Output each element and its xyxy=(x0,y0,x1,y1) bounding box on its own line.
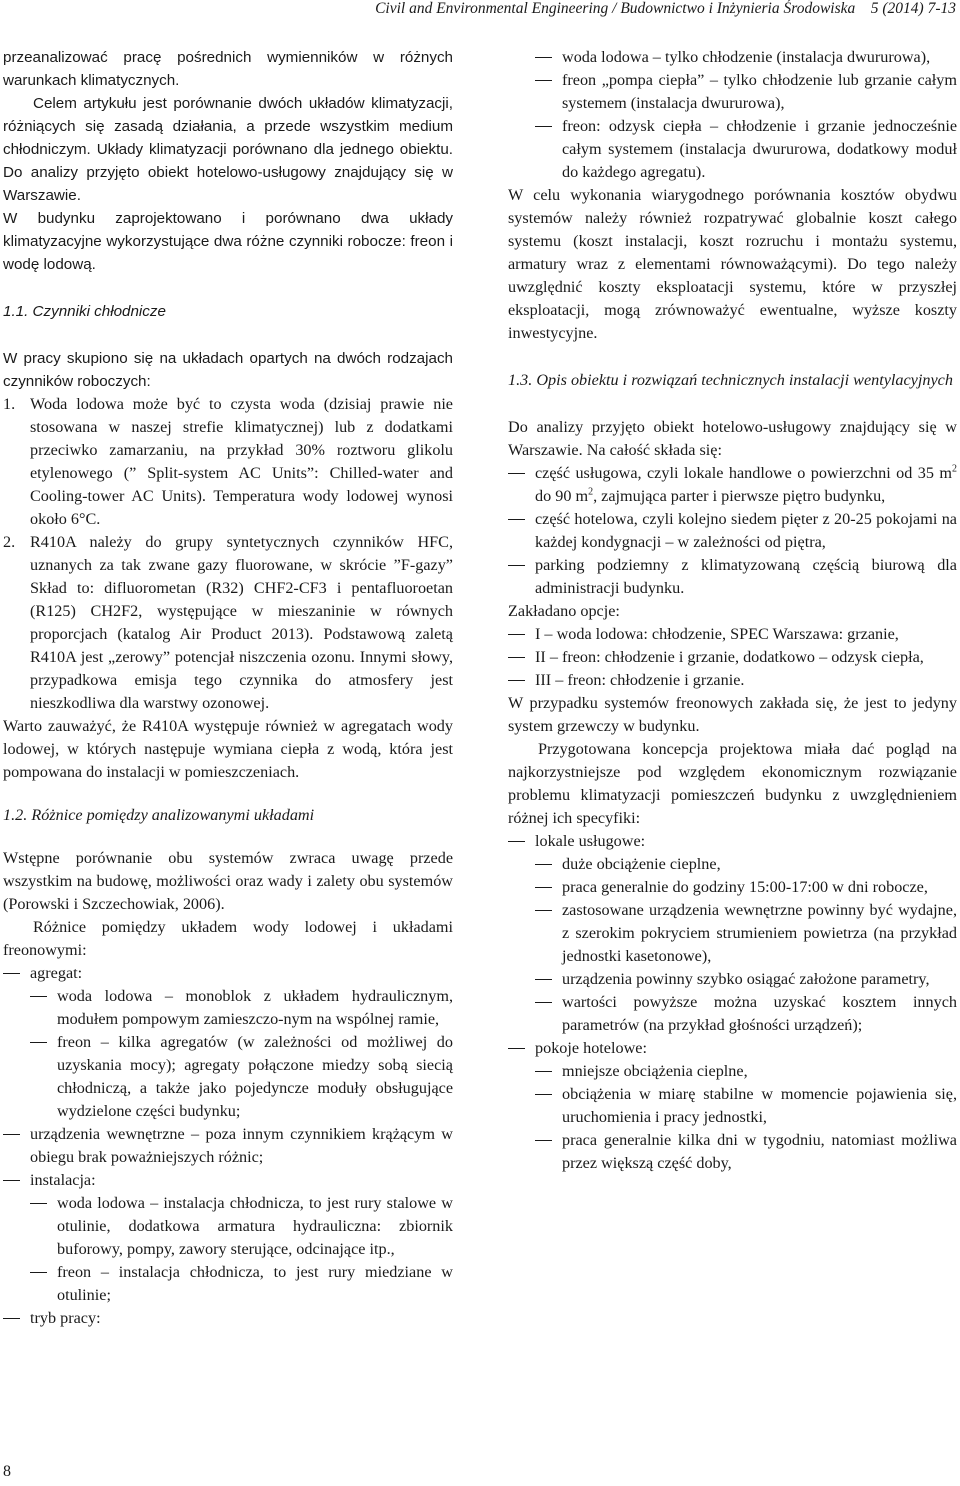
building-parts-list xyxy=(508,462,957,600)
section-heading-1-2: 1.2. Różnice pomiędzy analizowanymi układami xyxy=(3,806,315,824)
list-item: woda lodowa – tylko chłodzenie (instalacja dwururowa), xyxy=(535,46,957,69)
sub-list xyxy=(535,1060,957,1175)
list-item: duże obciążenie cieplne, xyxy=(535,853,957,876)
list-item: tryb pracy: xyxy=(3,1307,453,1330)
list-text: część usługowa, czyli lokale handlowe o powierzchni od 35 m xyxy=(535,464,952,482)
issue-info: 5 (2014) 7-13 xyxy=(870,0,956,17)
freon-paragraph: W przypadku systemów freonowych zakłada się, że jest to jedyny system grzewczy w budynku. xyxy=(508,694,957,735)
item-number: 2. xyxy=(3,533,16,551)
list-item: I – woda lodowa: chłodzenie, SPEC Warszawa: grzanie, xyxy=(508,623,957,646)
left-column xyxy=(3,46,453,1330)
list-item-label: instalacja: xyxy=(30,1171,96,1189)
superscript: 2 xyxy=(952,463,957,475)
note-paragraph: Warto zauważyć, że R410A występuje również w agregatach wody lodowej, w których następuje wymiana ciepła z wodą, która jest pompowana do instalacji w pomieszczeniach. xyxy=(3,717,453,781)
section-heading-1-3 xyxy=(508,369,957,392)
list-item-label: pokoje hotelowe: xyxy=(535,1039,647,1057)
list-item: praca generalnie do godziny 15:00-17:00 w dni robocze, xyxy=(535,876,957,899)
list-item xyxy=(508,462,957,508)
list-item xyxy=(3,962,453,1123)
list-item xyxy=(508,1037,957,1175)
differences-list xyxy=(3,962,453,1330)
item-number: 1. xyxy=(3,395,16,413)
intro-paragraph-2: Celem artykułu jest porównanie dwóch układów klimatyzacji, różniących się zasadą działania, a przede wszystkim medium chłodniczym. Układy klimatyzacji porównano dla jednego obiektu. Do analizy przyjęto obiekt hotelowo-usługowy znajdujący się w Warszawie. xyxy=(3,95,453,204)
sub-list xyxy=(30,985,453,1123)
list-item: III – freon: chłodzenie i grzanie. xyxy=(508,669,957,692)
refrigerant-item-2 xyxy=(3,531,453,715)
refrigerant-item-1 xyxy=(3,393,453,531)
sub-list xyxy=(535,853,957,1037)
list-item: obciążenia w miarę stabilne w momencie pojawienia się, uruchomienia i pracy jednostki, xyxy=(535,1083,957,1129)
list-item: urządzenia powinny szybko osiągać założone parametry, xyxy=(535,968,957,991)
options-list xyxy=(508,623,957,692)
intro-paragraph-3: W budynku zaprojektowano i porównano dwa układy klimatyzacyjne wykorzystujące dwa różne czynniki robocze: freon i wodę lodową. xyxy=(3,210,453,273)
right-column xyxy=(508,46,957,1175)
sub-list xyxy=(30,1192,453,1307)
section-1-2-paragraph-1: Wstępne porównanie obu systemów zwraca uwagę przede wszystkim na budowę, możliwości oraz wady i zalety obu systemów (Porowski i Szczechowiak, 2006). xyxy=(3,849,453,913)
operating-mode-list xyxy=(535,46,957,184)
list-item: woda lodowa – monoblok z układem hydraulicznym, modułem pompowym zamieszczo-nym na wspólnej ramie, xyxy=(30,985,453,1031)
section-1-1-intro: W pracy skupiono się na układach opartych na dwóch rodzajach czynników roboczych: xyxy=(3,350,453,390)
journal-name: Civil and Environmental Engineering / Budownictwo i Inżynieria Środowiska xyxy=(375,0,856,17)
list-item: freon: odzysk ciepła – chłodzenie i grzanie jednocześnie całym systemem (instalacja dwururowa, dodatkowy moduł do każdego agregatu). xyxy=(535,115,957,184)
list-text: do 90 m xyxy=(535,487,589,505)
section-1-2-paragraph-2: Różnice pomiędzy układem wody lodowej i układami freonowymi: xyxy=(3,918,453,959)
list-text: , zajmująca parter i pierwsze piętro budynku, xyxy=(593,487,886,505)
list-item: freon „pompa ciepła” – tylko chłodzenie lub grzanie całym systemem (instalacja dwururowa), xyxy=(535,69,957,115)
list-item: wartości powyższe można uzyskać kosztem innych parametrów (na przykład głośności urządzeń); xyxy=(535,991,957,1037)
list-item: woda lodowa – instalacja chłodnicza, to jest rury stalowe w otulinie, dodatkowa armatura hydrauliczna: zbiornik buforowy, pompy, zawory sterujące, odcinające itp., xyxy=(30,1192,453,1261)
list-item xyxy=(3,1169,453,1307)
options-label: Zakładano opcje: xyxy=(508,602,620,620)
list-item: freon – kilka agregatów (w zależności od możliwej do uzyskania mocy); agregaty połączone miedzy sobą siecią chłodniczą, a także jako pojedyncze moduły obsługujące wydzielone części budynku; xyxy=(30,1031,453,1123)
concept-paragraph: Przygotowana koncepcja projektowa miała dać pogląd na najkorzystniejsze pod względem ekonomicznym rozwiązanie problemu klimatyzacji pomieszczeń budynku z uwzględnieniem różnej ich specyfiki: xyxy=(508,740,957,827)
list-item: freon – instalacja chłodnicza, to jest rury miedziane w otulinie; xyxy=(30,1261,453,1307)
list-item: urządzenia wewnętrzne – poza innym czynnikiem krążącym w obiegu brak poważniejszych różnic; xyxy=(3,1123,453,1169)
cost-paragraph: W celu wykonania wiarygodnego porównania kosztów obydwu systemów należy również rozpatrywać globalnie koszt całego systemu (koszt instalacji, koszt rozruchu i montażu systemu, armatury wraz z elementami równoważącymi). Do tego należy uwzględnić koszty eksploatacji systemu, które w przyszłej eksploatacji, mogą zrównoważyć ewentualne, wyższe koszty inwestycyjne. xyxy=(508,186,957,342)
list-item: II – freon: chłodzenie i grzanie, dodatkowo – odzysk ciepła, xyxy=(508,646,957,669)
item-text: R410A należy do grupy syntetycznych czynników HFC, uznanych za tak zwane gazy fluorowane, w skrócie ”F-gazy” Skład to: difluorometan (R32) CHF2-CF3 i pentafluoroetan (R125) CH2F2, występujące w mieszaninie w równych proporcjach (katalog Air Product 2013). Podstawową zaletą R410A jest „zerowy” potencjał niszczenia ozonu. Innymi słowy, przypadkowa emisja tego czynnika do atmosfery jest nieszkodliwa dla warstwy ozonowej. xyxy=(30,533,453,712)
list-item xyxy=(508,830,957,1037)
heading-text: 1.3. Opis obiektu i rozwiązań technicznych instalacji wentylacyjnych xyxy=(508,371,953,389)
list-item: część hotelowa, czyli kolejno siedem pięter z 20-25 pokojami na każdej kondygnacji – w zależności od piętra, xyxy=(508,508,957,554)
page-number: 8 xyxy=(3,1463,11,1480)
object-paragraph: Do analizy przyjęto obiekt hotelowo-usługowy znajdujący się w Warszawie. Na całość składa się: xyxy=(508,418,957,459)
running-header xyxy=(256,0,956,18)
list-item-label: lokale usługowe: xyxy=(535,832,646,850)
superscript: 2 xyxy=(588,486,594,498)
list-item: parking podziemny z klimatyzowaną częścią biurową dla administracji budynku. xyxy=(508,554,957,600)
list-item-label: agregat: xyxy=(30,964,83,982)
section-heading-1-1: 1.1. Czynniki chłodnicze xyxy=(3,303,166,320)
list-item: zastosowane urządzenia wewnętrzne powinny być wydajne, z szerokim pokryciem strumieniem powietrza (na przykład jednostki kasetonowe), xyxy=(535,899,957,968)
room-types-list xyxy=(508,830,957,1175)
list-item: praca generalnie kilka dni w tygodniu, natomiast możliwa przez większą część doby, xyxy=(535,1129,957,1175)
list-item: mniejsze obciążenia cieplne, xyxy=(535,1060,957,1083)
item-text: Woda lodowa może być to czysta woda (dzisiaj prawie nie stosowana w naszej strefie klimatycznej) lub z dodatkami przeciwko zamarzaniu, na przykład 30% roztworu glikolu etylenowego (” Split-system AC Units”: Chilled-water and Cooling-tower AC Units). Temperatura wody lodowej wynosi około 6°C. xyxy=(30,395,453,528)
intro-paragraph-1: przeanalizować pracę pośrednich wymienników w różnych warunkach klimatycznych. xyxy=(3,49,453,89)
